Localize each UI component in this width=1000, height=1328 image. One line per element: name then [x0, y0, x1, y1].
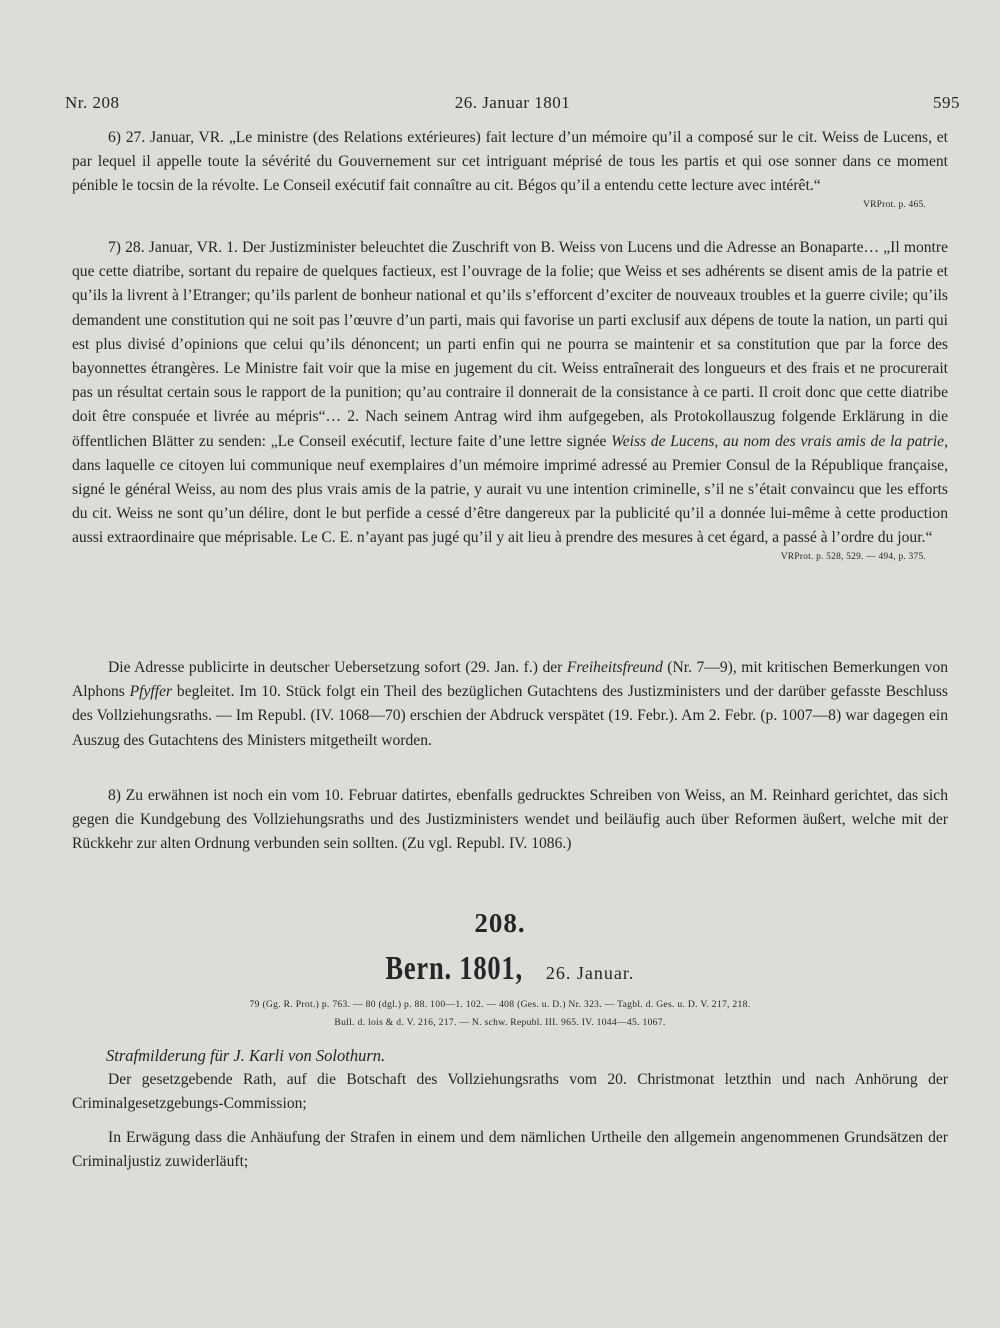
note-7-paragraph — [72, 236, 948, 564]
freiheitsfreund-title: Freiheitsfreund — [566, 659, 663, 676]
entry-number-header: Nr. 208 — [65, 93, 120, 112]
entry-number-heading: 208. — [474, 908, 526, 938]
references-line-1: 79 (Gg. R. Prot.) p. 763. — 80 (dgl.) p. 88. 100—1. 102. — 408 (Ges. u. D.) Nr. 323. — Tagbl. d. Ges. u. D. V. 217, 218. — [249, 999, 751, 1010]
note-7-text-a: 7) 28. Januar, VR. 1. Der Justizminister beleuchtet die Zuschrift von B. Weiss von Lucens und die Adresse an Bonaparte… „Il montre que cette diatribe, sortant du repaire de quelques factieux, est l’ouvrage de la folie; que Weiss et ses adhérents se disent amis de la patrie et qu’ils la livrent à l’Etranger; qu’ils parlent de bonheur national et qu’ils s’efforcent d’exciter de nouveaux troubles et la guerre civile; qu’ils demandent une constitution qui ne soit pas l’œuvre d’un parti, mais qui favorise un parti exclusif aux dépens de toute la nation, un parti qui est plus divisé d’opinions que celui qu’ils dénoncent; un parti enfin qui ne pourra se maintenir et sa constitution que par la force des bayonnettes étrangères. Le Ministre fait voir que la mise en jugement du cit. Weiss entraînerait des longueurs et des frais et ne procurerait pas un résultat certain sous le rapport de la punition; qu’au contraire il donnerait de la consistance à ce parti. Il croit donc que cette diatribe doit être conspuée et livrée au mépris“… 2. Nach seinem Antrag wird ihm aufgegeben, als Protokollauszug folgende Erklärung in die öffentlichen Blätter zu senden: „Le Conseil exécutif, lecture faite d’une lettre signée — [72, 239, 948, 450]
references-line-2: Bull. d. lois & d. V. 216, 217. — N. schw. Republ. III. 965. IV. 1044—45. 1067. — [334, 1017, 666, 1028]
adresse-text-2: (Nr. 7—9), mit kritischen Bemerkungen von Alphons — [72, 659, 948, 701]
adresse-text-3: begleitet. Im 10. Stück folgt ein Theil des bezüglichen Gutachtens des Justizministers und der darüber gefasste Beschluss des Vollziehungsraths. — Im Republ. (IV. 1068—70) erschien der Abdruck verspätet (19. Febr.). Am 2. Febr. (p. 1007—8) war dagegen ein Auszug des Gutachtens des Ministers mitgetheilt worden. — [72, 683, 949, 749]
note-7-italic-signature: Weiss de Lucens, au nom des vrais amis de la patrie, — [611, 432, 948, 450]
note-8-text: 8) Zu erwähnen ist noch ein vom 10. Februar datirtes, ebenfalls gedrucktes Schreiben von Weiss, an M. Reinhard gerichtet, das sich gegen die Kundgebung des Vollziehungsraths und des Justizministers wendet und beiläufig auch über Reformen äußert, welche mit der Rückkehr zur alten Ordnung verbunden sein sollten. (Zu vgl. Republ. IV. 1086.) — [72, 787, 948, 853]
decree-paragraph-1: Der gesetzgebende Rath, auf die Botschaft des Vollziehungsraths vom 20. Christmonat letzthin und nach Anhörung der Criminalgesetzgebungs-Commission; — [72, 1071, 948, 1113]
entry-subtitle: Strafmilderung für J. Karli von Solothurn. — [106, 1046, 386, 1065]
date-header: 26. Januar 1801 — [454, 93, 571, 112]
source-references — [0, 996, 1000, 1032]
page-header — [65, 93, 960, 119]
entry-date: 26. Januar. — [545, 963, 635, 983]
note-8-paragraph — [72, 784, 948, 857]
place-date-heading — [0, 950, 1000, 988]
page-number: 595 — [933, 93, 960, 112]
note-7-text-b: dans laquelle ce citoyen lui communique neuf exemplaires d’un mémoire imprimé adressé au Premier Consul de la République française, signé le général Weiss, au nom des plus vrais amis de la patrie, y aurait vu une intention criminelle, s’il ne s’était convaincu que les efforts du cit. Weiss ne sont qu’un délire, dont le but perfide a cessé d’être dangereux par la publicité qu’il a donnée lui-même à cette production aussi extraordinaire que méprisable. Le C. E. n’ayant pas jugé qu’il y ait lieu à prendre des mesures à cet égard, a passé à l’ordre du jour.“ — [72, 456, 948, 547]
note-6-text: 6) 27. Januar, VR. „Le ministre (des Relations extérieures) fait lecture d’un mémoire qu’il a composé sur le cit. Weiss de Lucens, et par lequel il appelle toute la sévérité du Gouvernement sur cet intriguant méprisé de tous les partis et qui ose sonner dans ce moment pénible le tocsin de la révolte. Le Conseil exécutif fait connaître au cit. Bégos qu’il a entendu cette lecture avec intérêt.“ — [72, 129, 948, 195]
pfyffer-name: Pfyffer — [129, 683, 173, 701]
note-6-reference: VRProt. p. 465. — [863, 199, 926, 210]
adresse-paragraph — [72, 656, 948, 753]
note-7-reference: VRProt. p. 528, 529. — 494, p. 375. — [780, 551, 926, 562]
note-6-paragraph — [72, 126, 948, 212]
decree-paragraph-2: In Erwägung dass die Anhäufung der Strafen in einem und dem nämlichen Urtheile den allgemein angenommenen Grundsätzen der Criminaljustiz zuwiderläuft; — [72, 1129, 948, 1171]
place-year: Bern. 1801, — [385, 950, 523, 987]
adresse-text-1: Die Adresse publicirte in deutscher Uebersetzung sofort (29. Jan. f.) der — [108, 659, 567, 676]
